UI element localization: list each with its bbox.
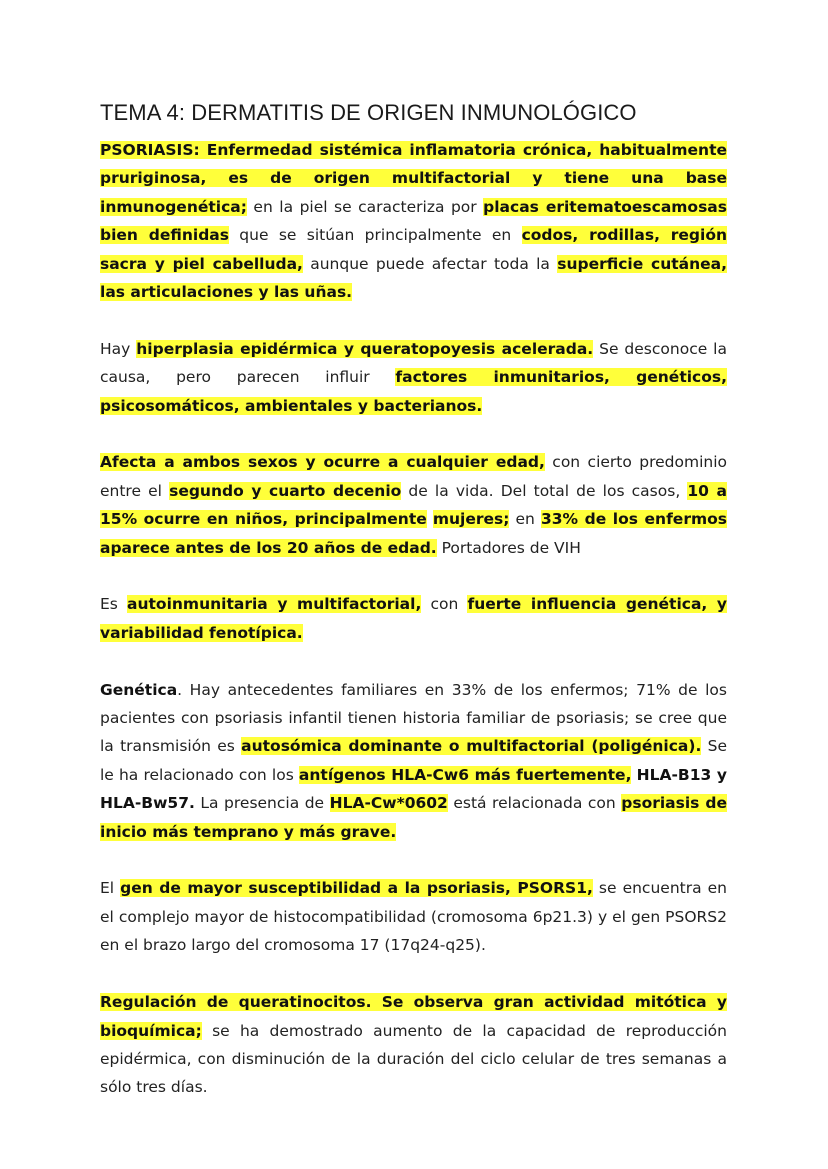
highlighted-text: hiperplasia epidérmica y queratopoyesis acelerada. bbox=[136, 339, 594, 358]
body-text: en la piel se caracteriza por bbox=[246, 197, 484, 216]
highlighted-text: gen de mayor susceptibilidad a la psoriasis, PSORS1, bbox=[120, 879, 593, 898]
bold-text: HLA-B13 y HLA-Bw57. bbox=[100, 765, 728, 813]
highlighted-text: segundo y cuarto decenio bbox=[169, 481, 402, 500]
highlighted-text: antígenos HLA-Cw6 más fuertemente, bbox=[298, 765, 632, 784]
highlighted-text: PSORIASIS: Enfermedad sistémica inflamatoria crónica, habitualmente pruriginosa, es de origen multifactorial y tiene una base inmunogenética; bbox=[100, 141, 727, 216]
highlighted-text: 10 a 15% ocurre en niños, principalmente bbox=[100, 481, 727, 529]
body-text: con bbox=[421, 595, 468, 614]
body-text: . Hay antecedentes familiares en 33% de los enfermos; 71% de los pacientes con psoriasis infantil tienen historia familiar de psoriasis; se cree que la transmisión es bbox=[100, 680, 727, 756]
paragraph-5 bbox=[100, 676, 727, 846]
body-text: La presencia de bbox=[194, 794, 330, 813]
document-body bbox=[100, 136, 727, 1130]
body-text: se ha demostrado aumento de la capacidad de reproducción epidérmica, con disminución de la duración del ciclo celular de tres semanas a sólo tres días. bbox=[100, 1021, 727, 1097]
paragraph-2 bbox=[100, 335, 727, 420]
highlighted-text: 33% de los enfermos aparece antes de los 20 años de edad. bbox=[100, 510, 727, 557]
highlighted-text: fuerte influencia genética, y variabilidad fenotípica. bbox=[100, 595, 728, 642]
highlighted-text: codos, rodillas, región sacra y piel cabelluda, bbox=[100, 226, 728, 273]
paragraph-6 bbox=[100, 874, 727, 959]
highlighted-text: autosómica dominante o multifactorial (poligénica). bbox=[241, 737, 702, 756]
body-text: de la vida. Del total de los casos, bbox=[401, 481, 688, 500]
highlighted-text: Afecta a ambos sexos y ocurre a cualquier edad, bbox=[100, 453, 545, 472]
body-text: que se sitúan principalmente en bbox=[228, 226, 522, 245]
paragraph-3 bbox=[100, 448, 727, 562]
paragraph-7 bbox=[100, 988, 727, 1102]
bold-text: Genética bbox=[100, 680, 178, 699]
highlighted-text: superficie cutánea, las articulaciones y las uñas. bbox=[100, 254, 727, 302]
body-text: Se desconoce la causa, pero parecen influir bbox=[100, 339, 727, 387]
body-text: Es bbox=[100, 595, 128, 614]
highlighted-text: autoinmunitaria y multifactorial, bbox=[127, 595, 422, 614]
body-text: El bbox=[100, 879, 121, 898]
highlighted-text: mujeres; bbox=[432, 510, 510, 529]
highlighted-text: psoriasis de inicio más temprano y más grave. bbox=[100, 794, 727, 841]
paragraph-4 bbox=[100, 590, 727, 647]
body-text: Portadores de VIH bbox=[436, 538, 581, 557]
body-text: se encuentra en el complejo mayor de histocompatibilidad (cromosoma 6p21.3) y el gen PSORS2 en el brazo largo del cromosoma 17 (17q24-q25). bbox=[100, 879, 727, 955]
paragraph-1 bbox=[100, 136, 727, 306]
body-text: Hay bbox=[100, 339, 137, 358]
highlighted-text: HLA-Cw*0602 bbox=[329, 794, 448, 813]
body-text: en bbox=[509, 510, 541, 529]
highlighted-text: Regulación de queratinocitos. Se observa gran actividad mitótica y bioquímica; bbox=[100, 993, 727, 1040]
body-text: con cierto predominio entre el bbox=[100, 453, 727, 500]
highlighted-text: placas eritematoescamosas bien definidas bbox=[100, 197, 727, 245]
body-text: está relacionada con bbox=[447, 794, 622, 813]
highlighted-text: factores inmunitarios, genéticos, psicosomáticos, ambientales y bacterianos. bbox=[100, 368, 727, 415]
body-text: Se le ha relacionado con los bbox=[100, 737, 727, 784]
body-text: aunque puede afectar toda la bbox=[302, 254, 558, 273]
body-text bbox=[427, 510, 433, 528]
document-title: TEMA 4: DERMATITIS DE ORIGEN INMUNOLÓGICO bbox=[100, 100, 637, 125]
